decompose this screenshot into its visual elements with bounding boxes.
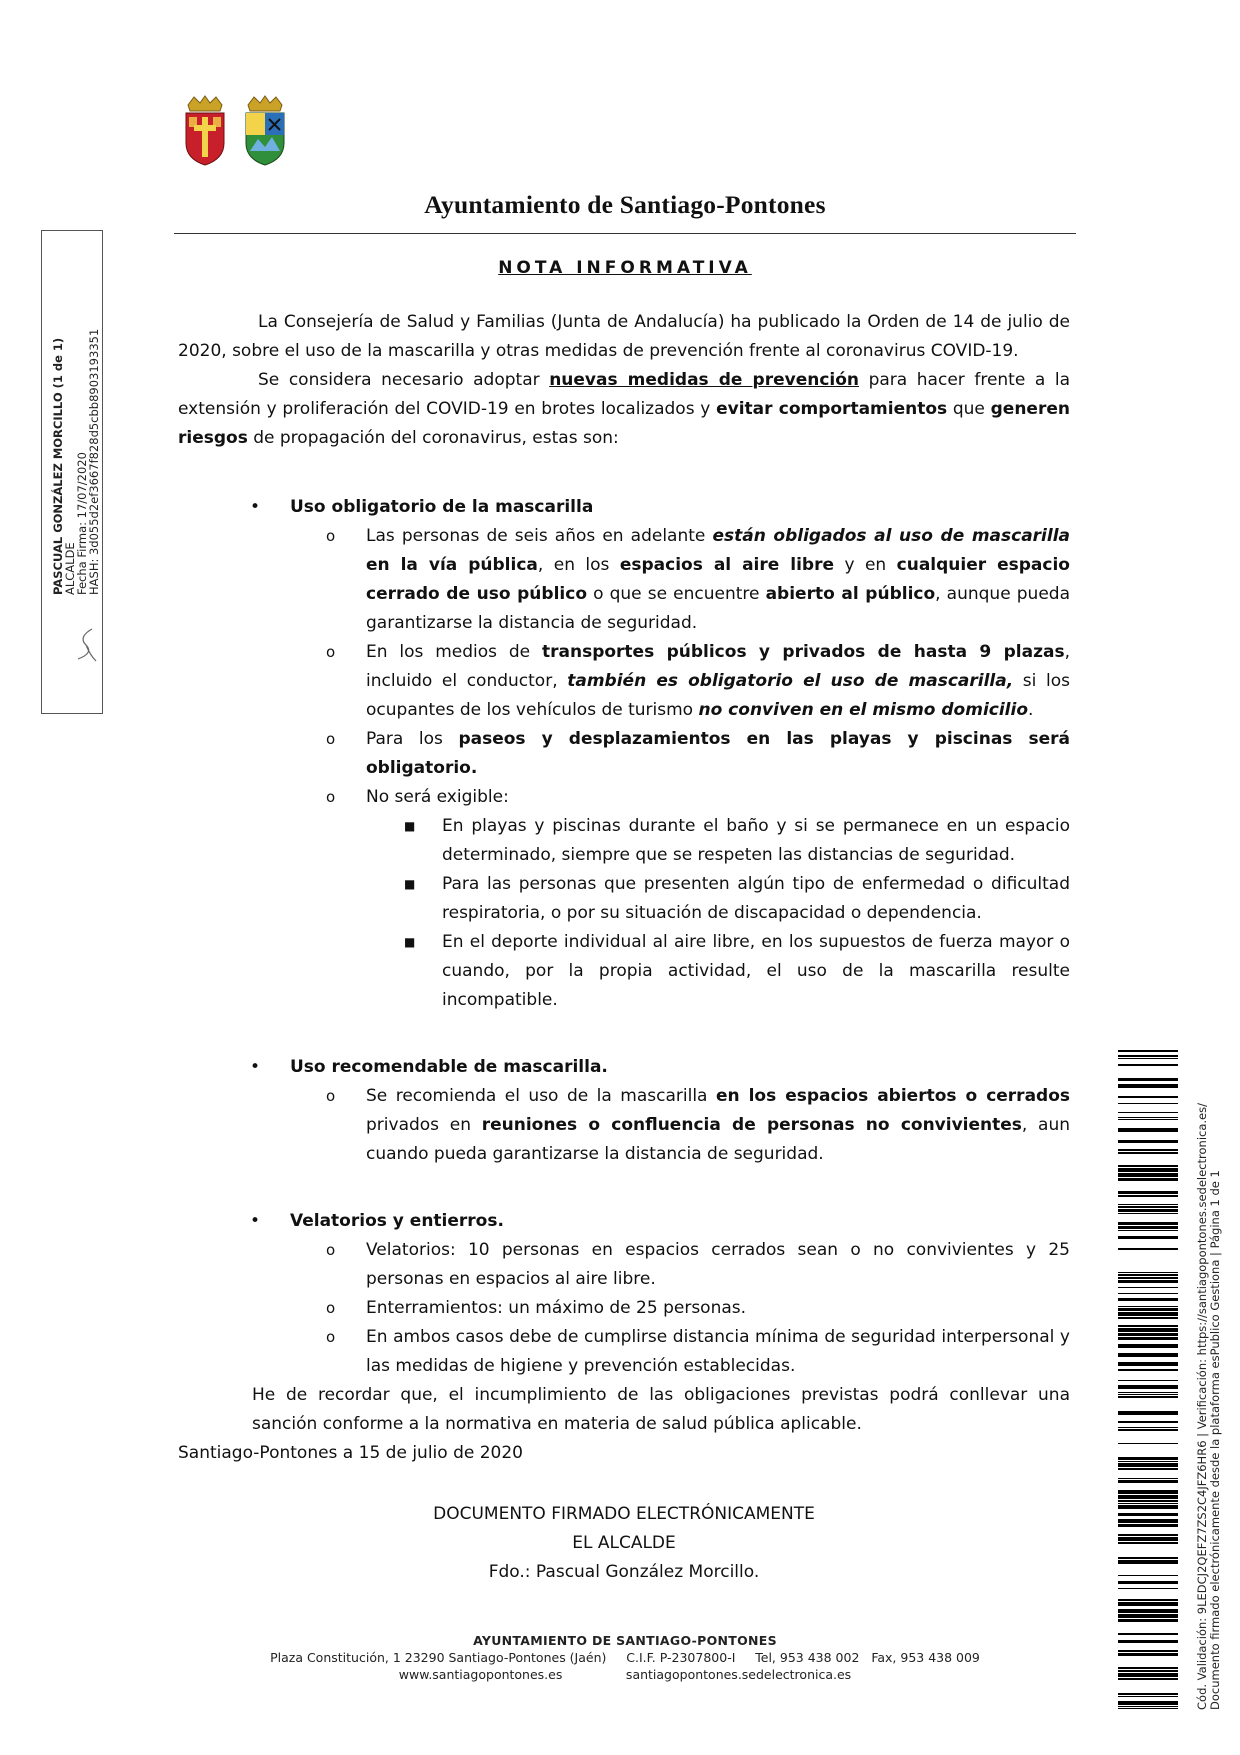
section-heading: Velatorios y entierros. (290, 1211, 504, 1231)
signature-line-1: DOCUMENTO FIRMADO ELECTRÓNICAMENTE (433, 1504, 815, 1524)
list-item: o En ambos casos debe de cumplirse distancia mínima de seguridad interpersonal y las medidas de higiene y prevención establecidas. (290, 1323, 1070, 1381)
circle-bullet-icon: o (326, 1087, 336, 1105)
signer-name: PASCUAL GONZÁLEZ MORCILLO (1 de 1) (51, 337, 65, 595)
footer-web: www.santiagopontones.es santiagopontones.sedelectronica.es (398, 1667, 852, 1682)
measures-list (178, 493, 1070, 1381)
square-bullet-icon: ■ (404, 877, 416, 891)
closing-paragraph: He de recordar que, el incumplimiento de las obligaciones previstas podrá conllevar una sanción conforme a la normativa en materia de salud pública aplicable. (252, 1385, 1070, 1434)
coat-of-arms-pontones (240, 95, 290, 167)
list-item (178, 1053, 1070, 1169)
section-heading: Uso recomendable de mascarilla. (290, 1057, 608, 1077)
footer-name: AYUNTAMIENTO DE SANTIAGO-PONTONES (473, 1633, 777, 1648)
list-item (178, 1207, 1070, 1381)
list-item: o En los medios de transportes públicos y privados de hasta 9 plazas, incluido el conductor, también es obligatorio el uso de mascarilla, si los ocupantes de los vehículos de turismo no conviven en el mismo domicilio. (290, 638, 1070, 725)
circle-bullet-icon: o (326, 1241, 336, 1259)
circle-bullet-icon: o (326, 788, 336, 806)
list-item: ■ En el deporte individual al aire libre, en los supuestos de fuerza mayor o cuando, por la propia actividad, el uso de la mascarilla resulte incompatible. (366, 928, 1070, 1015)
list-item: o Las personas de seis años en adelante están obligados al uso de mascarilla en la vía pública, en los espacios al aire libre y en cualquier espacio cerrado de uso público o que se encuentre abierto al público, aunque pueda garantizarse la distancia de seguridad. (290, 522, 1070, 638)
signature-block (178, 1500, 1070, 1587)
signer-role: ALCALDE (63, 542, 77, 595)
list-item: o Para los paseos y desplazamientos en las playas y piscinas será obligatorio. (290, 725, 1070, 783)
signature-line-2: EL ALCALDE (572, 1533, 676, 1553)
section-heading: Uso obligatorio de la mascarilla (290, 497, 594, 517)
list-item: o Se recomienda el uso de la mascarilla en los espacios abiertos o cerrados privados en reuniones o confluencia de personas no convivientes, aun cuando pueda garantizarse la distancia de seguridad. (290, 1082, 1070, 1169)
intro-paragraph-2: Se considera necesario adoptar nuevas medidas de prevención para hacer frente a la extensión y proliferación del COVID-19 en brotes localizados y evitar comportamientos que generen riesgos de propagación del coronavirus, estas son: (178, 370, 1070, 448)
place-date: Santiago-Pontones a 15 de julio de 2020 (178, 1443, 523, 1463)
circle-bullet-icon: o (326, 1328, 336, 1346)
signature-line-3: Fdo.: Pascual González Morcillo. (488, 1562, 760, 1582)
footer-address: Plaza Constitución, 1 23290 Santiago-Pontones (Jaén) C.I.F. P-2307800-I Tel, 953 438 002 Fax, 953 438 009 (270, 1650, 980, 1665)
handwritten-signature (72, 625, 100, 665)
list-item: o No será exigible: ■ En playas y piscinas durante el baño y si se permanece en un espacio determinado, siempre que se respeten las distancias de seguridad. ■ Para las personas que presenten algún tipo de enfermedad o dificultad respiratoria, o por su situación de discapacidad o dependencia. ■ En el deporte individual al aire libre, en los supuestos de fuerza mayor o cuando, por la propia actividad, el uso de la mascarilla resulte incompatible. (290, 783, 1070, 1015)
circle-bullet-icon: o (326, 643, 336, 661)
square-bullet-icon: ■ (404, 935, 416, 949)
bullet-icon: • (250, 1057, 261, 1077)
bullet-icon: • (250, 1211, 261, 1231)
circle-bullet-icon: o (326, 1299, 336, 1317)
validation-line-1: Cód. Validación: 9LEDCJ2QEFZ7ZS2C4JFZ6HR6 | Verificación: https://santiagopontones.sedelectronica.es/ (1195, 1103, 1209, 1710)
list-item: o Enterramientos: un máximo de 25 personas. (290, 1294, 1070, 1323)
square-bullet-icon: ■ (404, 819, 416, 833)
intro-paragraph-1: La Consejería de Salud y Familias (Junta de Andalucía) ha publicado la Orden de 14 de julio de 2020, sobre el uso de la mascarilla y otras medidas de prevención frente al coronavirus COVID-19. (178, 312, 1070, 361)
footer (174, 1632, 1076, 1683)
coat-of-arms-santiago (180, 95, 230, 167)
circle-bullet-icon: o (326, 730, 336, 748)
signature-hash: HASH: 3d055d2ef3667f828d5cbb8903193351 (87, 328, 101, 595)
circle-bullet-icon: o (326, 527, 336, 545)
page-title: Ayuntamiento de Santiago-Pontones (424, 190, 826, 219)
header-divider (174, 233, 1076, 234)
validation-line-2: Documento firmado electrónicamente desde la plataforma esPublico Gestiona | Página 1 de 1 (1208, 1170, 1222, 1710)
list-item: o Velatorios: 10 personas en espacios cerrados sean o no convivientes y 25 personas en espacios al aire libre. (290, 1236, 1070, 1294)
document-body (178, 308, 1070, 1587)
bullet-icon: • (250, 497, 261, 517)
signature-date: Fecha Firma: 17/07/2020 (75, 452, 89, 595)
list-item: ■ En playas y piscinas durante el baño y si se permanece en un espacio determinado, siempre que se respeten las distancias de seguridad. (366, 812, 1070, 870)
validation-barcode (1118, 1050, 1178, 1710)
note-title: NOTA INFORMATIVA (498, 258, 752, 278)
list-item (178, 493, 1070, 1015)
list-item: ■ Para las personas que presenten algún tipo de enfermedad o dificultad respiratoria, o por su situación de discapacidad o dependencia. (366, 870, 1070, 928)
